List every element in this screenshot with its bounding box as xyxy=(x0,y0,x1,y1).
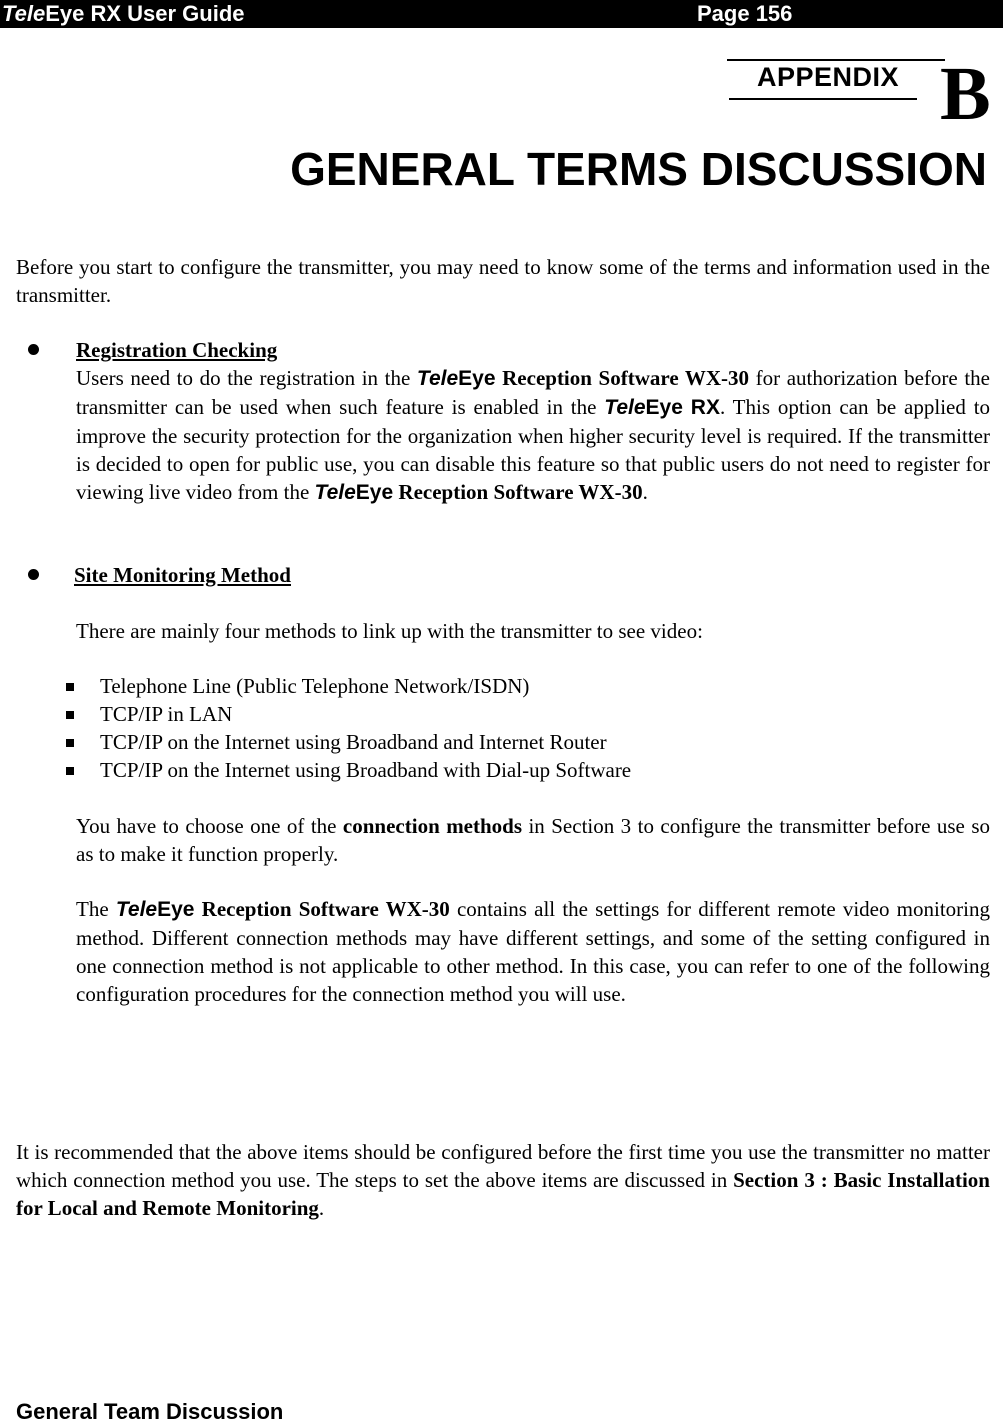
reg-text-4: . xyxy=(642,480,648,504)
choose-text-2: in Section 3 to configure the transmitter before use so as to make it function properly. xyxy=(76,814,990,866)
chapter-title: GENERAL TERMS DISCUSSION xyxy=(290,143,987,195)
reg-brand-eye-1: Eye xyxy=(458,367,496,390)
method-label: TCP/IP in LAN xyxy=(100,702,233,726)
choose-method-paragraph xyxy=(76,812,990,868)
list-item xyxy=(0,672,1003,700)
registration-title: Registration Checking xyxy=(76,338,278,362)
appendix-letter: B xyxy=(940,52,991,136)
reg-product-1: Reception Software WX-30 xyxy=(495,366,750,390)
choose-text-1: You have to choose one of the xyxy=(76,814,343,838)
appendix-bottom-rule xyxy=(729,98,917,100)
reg-brand-eye-2: Eye xyxy=(645,396,683,419)
intro-paragraph: Before you start to configure the transmitter, you may need to know some of the terms and information used in the transmitter. xyxy=(16,255,990,307)
contains-text-1: The xyxy=(76,897,116,921)
method-label: TCP/IP on the Internet using Broadband with Dial-up Software xyxy=(100,758,632,782)
registration-paragraph xyxy=(76,364,990,507)
square-bullet-icon xyxy=(66,767,74,775)
brand-rest: Eye RX User Guide xyxy=(45,1,245,26)
appendix-label: APPENDIX xyxy=(757,62,900,92)
list-item xyxy=(0,756,1003,784)
brand-tele: Tele xyxy=(2,1,46,26)
square-bullet-icon xyxy=(66,711,74,719)
methods-intro: There are mainly four methods to link up with the transmitter to see video: xyxy=(76,619,703,643)
reg-text-1: Users need to do the registration in the xyxy=(76,366,417,390)
contains-brand-eye: Eye xyxy=(157,898,195,921)
recommend-text: It is recommended that the above items should be configured before the first time you use the transmitter no matter which connection method you use. The steps to set the above items are discussed in xyxy=(16,1140,990,1192)
list-item xyxy=(0,700,1003,728)
recommend-end: . xyxy=(318,1196,325,1220)
bullet-dot-icon xyxy=(28,569,39,580)
reg-brand-rx: RX xyxy=(690,396,720,419)
method-label: TCP/IP on the Internet using Broadband and Internet Router xyxy=(100,730,607,754)
reg-text-2: for authorization before the transmitter can be used when such feature is enabled in the xyxy=(76,366,990,419)
page-number: Page 156 xyxy=(697,1,793,26)
square-bullet-icon xyxy=(66,683,74,691)
recommend-paragraph xyxy=(16,1138,990,1222)
method-label: Telephone Line (Public Telephone Network/ISDN) xyxy=(100,674,530,698)
list-item xyxy=(0,728,1003,756)
contains-text-2: contains all the settings for different remote video monitoring method. Different connection methods may have different settings, and some of the setting configured in one connection method is not applicable to other method. In this case, you can refer to one of the following configuration procedures for the connection method you will use. xyxy=(76,897,991,1006)
choose-bold: connection methods xyxy=(342,814,523,838)
site-monitoring-title: Site Monitoring Method xyxy=(74,563,291,587)
appendix-top-rule xyxy=(727,59,945,61)
reg-brand-eye-3: Eye xyxy=(355,481,394,504)
reg-brand-tele-1: Tele xyxy=(416,367,459,390)
bullet-dot-icon xyxy=(28,344,39,355)
reg-text-3: . This option can be applied to improve the security protection for the organization when higher security level is required. If the transmitter is decided to open for public use, you can disable this feature so that public users do not need to register for viewing live video from the xyxy=(76,395,991,504)
page-header xyxy=(0,0,1003,28)
contains-product: Reception Software WX-30 xyxy=(194,897,450,921)
settings-paragraph xyxy=(76,895,990,1008)
recommend-section-ref: Section 3 : Basic Installation for Local and Remote Monitoring xyxy=(16,1168,990,1220)
reg-product-2: Reception Software WX-30 xyxy=(393,480,643,504)
square-bullet-icon xyxy=(66,739,74,747)
guide-title xyxy=(2,1,245,27)
reg-brand-tele-3: Tele xyxy=(314,481,356,504)
page-footer: General Team Discussion xyxy=(16,1399,284,1424)
reg-brand-tele-2: Tele xyxy=(604,396,646,419)
contains-brand-tele: Tele xyxy=(115,898,158,921)
